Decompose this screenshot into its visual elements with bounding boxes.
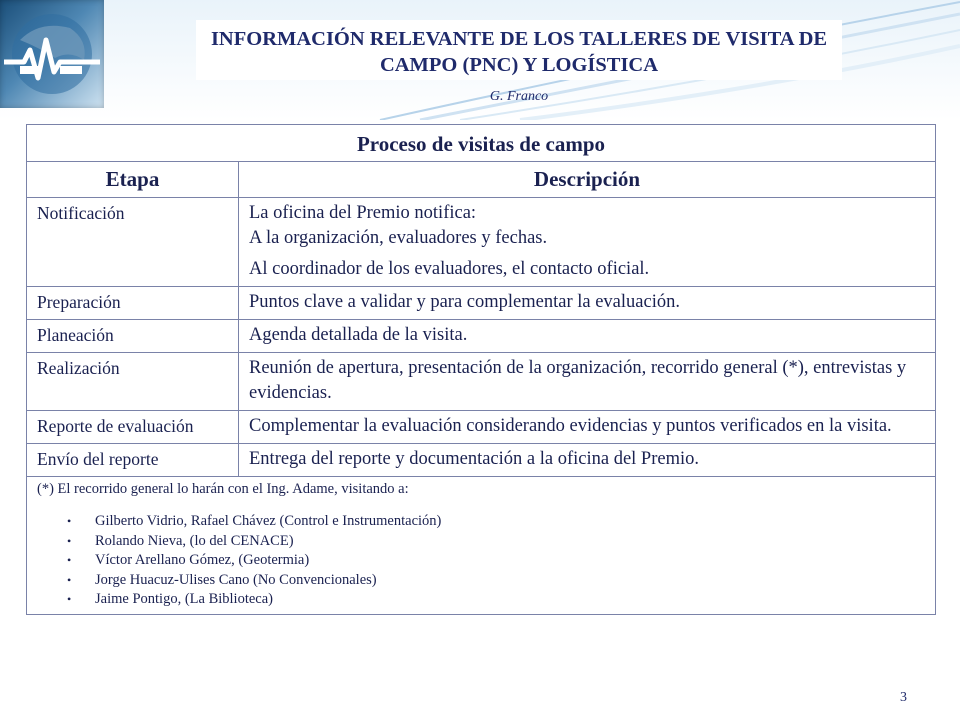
list-item-text: Rolando Nieva, (lo del CENACE) (95, 532, 294, 549)
list-item-text: Víctor Arellano Gómez, (Geotermia) (95, 552, 310, 568)
logo (0, 0, 104, 108)
list-item (67, 512, 925, 532)
description-line: Complementar la evaluación considerando evidencias y puntos verificados en la visita. (249, 416, 892, 436)
page-title: INFORMACIÓN RELEVANTE DE LOS TALLERES DE VISITA DE CAMPO (PNC) Y LOGÍSTICA (210, 28, 828, 76)
description-cell (239, 320, 936, 353)
note-row (27, 477, 936, 615)
table-row (27, 287, 936, 320)
column-header-stage: Etapa (27, 162, 239, 198)
process-table (26, 124, 936, 615)
table-row (27, 198, 936, 287)
description-line: Al coordinador de los evaluadores, el contacto oficial. (249, 259, 650, 279)
table-caption-row (27, 125, 936, 162)
column-header-description: Descripción (239, 162, 936, 198)
list-item-text: Jorge Huacuz-Ulises Cano (No Convencionales) (95, 571, 377, 588)
bullet-icon: • (67, 572, 72, 587)
description-cell (239, 287, 936, 320)
description-line: Reunión de apertura, presentación de la organización, recorrido general (*), entrevistas y evidencias. (249, 358, 907, 403)
table-header-row (27, 162, 936, 198)
stage-cell: Reporte de evaluación (27, 411, 239, 444)
bullet-icon: • (67, 514, 72, 528)
visit-list (37, 512, 925, 610)
footnote-text: (*) El recorrido general lo harán con el Ing. Adame, visitando a: (37, 481, 409, 497)
stage-cell: Envío del reporte (27, 444, 239, 477)
table-row (27, 411, 936, 444)
description-line: Agenda detallada de la visita. (249, 325, 468, 345)
description-line: La oficina del Premio notifica: (249, 203, 477, 223)
stage-cell: Planeación (27, 320, 239, 353)
description-line: Puntos clave a validar y para complementar la evaluación. (249, 292, 680, 312)
table-row (27, 444, 936, 477)
table-caption: Proceso de visitas de campo (27, 125, 936, 162)
description-cell (239, 444, 936, 477)
table-row (27, 353, 936, 411)
list-item (67, 551, 925, 571)
list-item (67, 590, 925, 610)
list-item-text: Jaime Pontigo, (La Biblioteca) (95, 591, 273, 607)
author-name: G. Franco (489, 89, 549, 104)
stage-cell: Realización (27, 353, 239, 411)
description-line: A la organización, evaluadores y fechas. (249, 228, 548, 248)
list-item (67, 532, 925, 552)
globe-heartbeat-icon (0, 0, 104, 108)
stage-cell: Notificación (27, 198, 239, 287)
table-row (27, 320, 936, 353)
bullet-icon: • (67, 533, 72, 548)
list-item (67, 571, 925, 591)
description-cell (239, 411, 936, 444)
page-number: 3 (900, 690, 907, 705)
description-cell (239, 198, 936, 287)
description-cell (239, 353, 936, 411)
list-item-text: Gilberto Vidrio, Rafael Chávez (Control e Instrumentación) (95, 513, 442, 529)
bullet-icon: • (67, 553, 72, 567)
footnote-cell (27, 477, 936, 615)
bullet-icon: • (67, 592, 72, 606)
description-line: Entrega del reporte y documentación a la oficina del Premio. (249, 449, 699, 469)
stage-cell: Preparación (27, 287, 239, 320)
